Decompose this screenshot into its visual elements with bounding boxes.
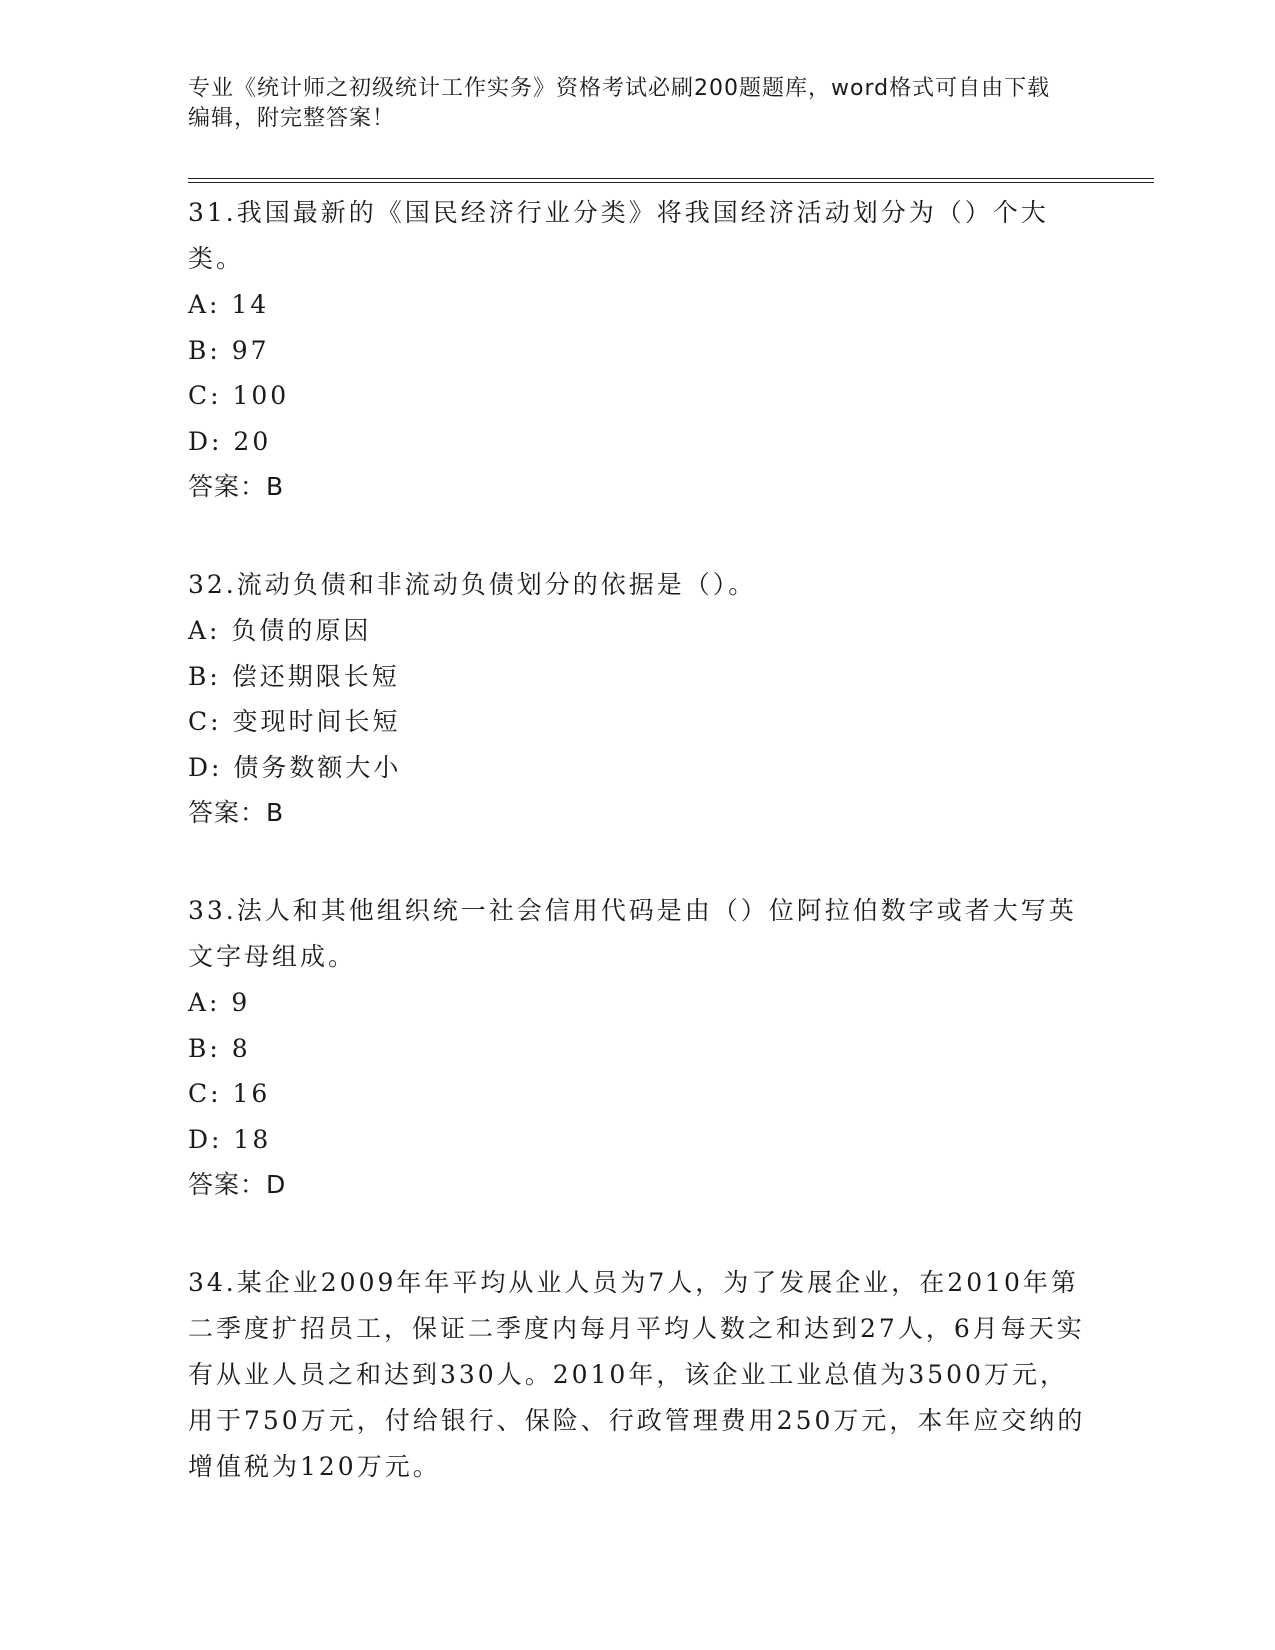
option-b: B: 8 — [188, 1033, 251, 1063]
question-list — [188, 190, 1088, 1542]
option-c: C: 变现时间长短 — [188, 707, 401, 736]
option-b: B: 97 — [188, 335, 270, 365]
question-stem: 32.流动负债和非流动负债划分的依据是（）。 — [188, 570, 757, 599]
option-d: D: 20 — [188, 426, 272, 456]
answer-line: 答案：D — [188, 1170, 287, 1199]
answer-line: 答案：B — [188, 798, 285, 827]
header-divider — [188, 178, 1154, 183]
option-a: A: 9 — [188, 988, 251, 1017]
question-34 — [188, 1260, 1088, 1490]
option-b: B: 偿还期限长短 — [188, 661, 400, 691]
question-33 — [188, 888, 1088, 1208]
option-d: D: 债务数额大小 — [188, 752, 402, 782]
option-d: D: 18 — [188, 1124, 272, 1154]
question-stem: 31.我国最新的《国民经济行业分类》将我国经济活动划分为（）个大类。 — [188, 198, 1049, 273]
option-c: C: 100 — [188, 381, 290, 410]
option-a: A: 14 — [188, 290, 270, 319]
question-32 — [188, 562, 1088, 836]
question-stem: 33.法人和其他组织统一社会信用代码是由（）位阿拉伯数字或者大写英文字母组成。 — [188, 896, 1077, 971]
answer-line: 答案：B — [188, 472, 285, 501]
question-stem: 34.某企业2009年年平均从业人员为7人，为了发展企业，在2010年第二季度扩招员工，保证二季度内每月平均人数之和达到27人，6月每天实有从业人员之和达到330人。2010年，该企业工业总值为3500万元，用于750万元，付给银行、保险、行政管理费用250万元，本年应交纳的增值税为120万元。 — [188, 1268, 1086, 1481]
document-header: 专业《统计师之初级统计工作实务》资格考试必刷200题题库，word格式可自由下载编辑，附完整答案！ — [188, 76, 1051, 131]
option-a: A: 负债的原因 — [188, 616, 372, 645]
question-31 — [188, 190, 1088, 510]
option-c: C: 16 — [188, 1079, 271, 1108]
